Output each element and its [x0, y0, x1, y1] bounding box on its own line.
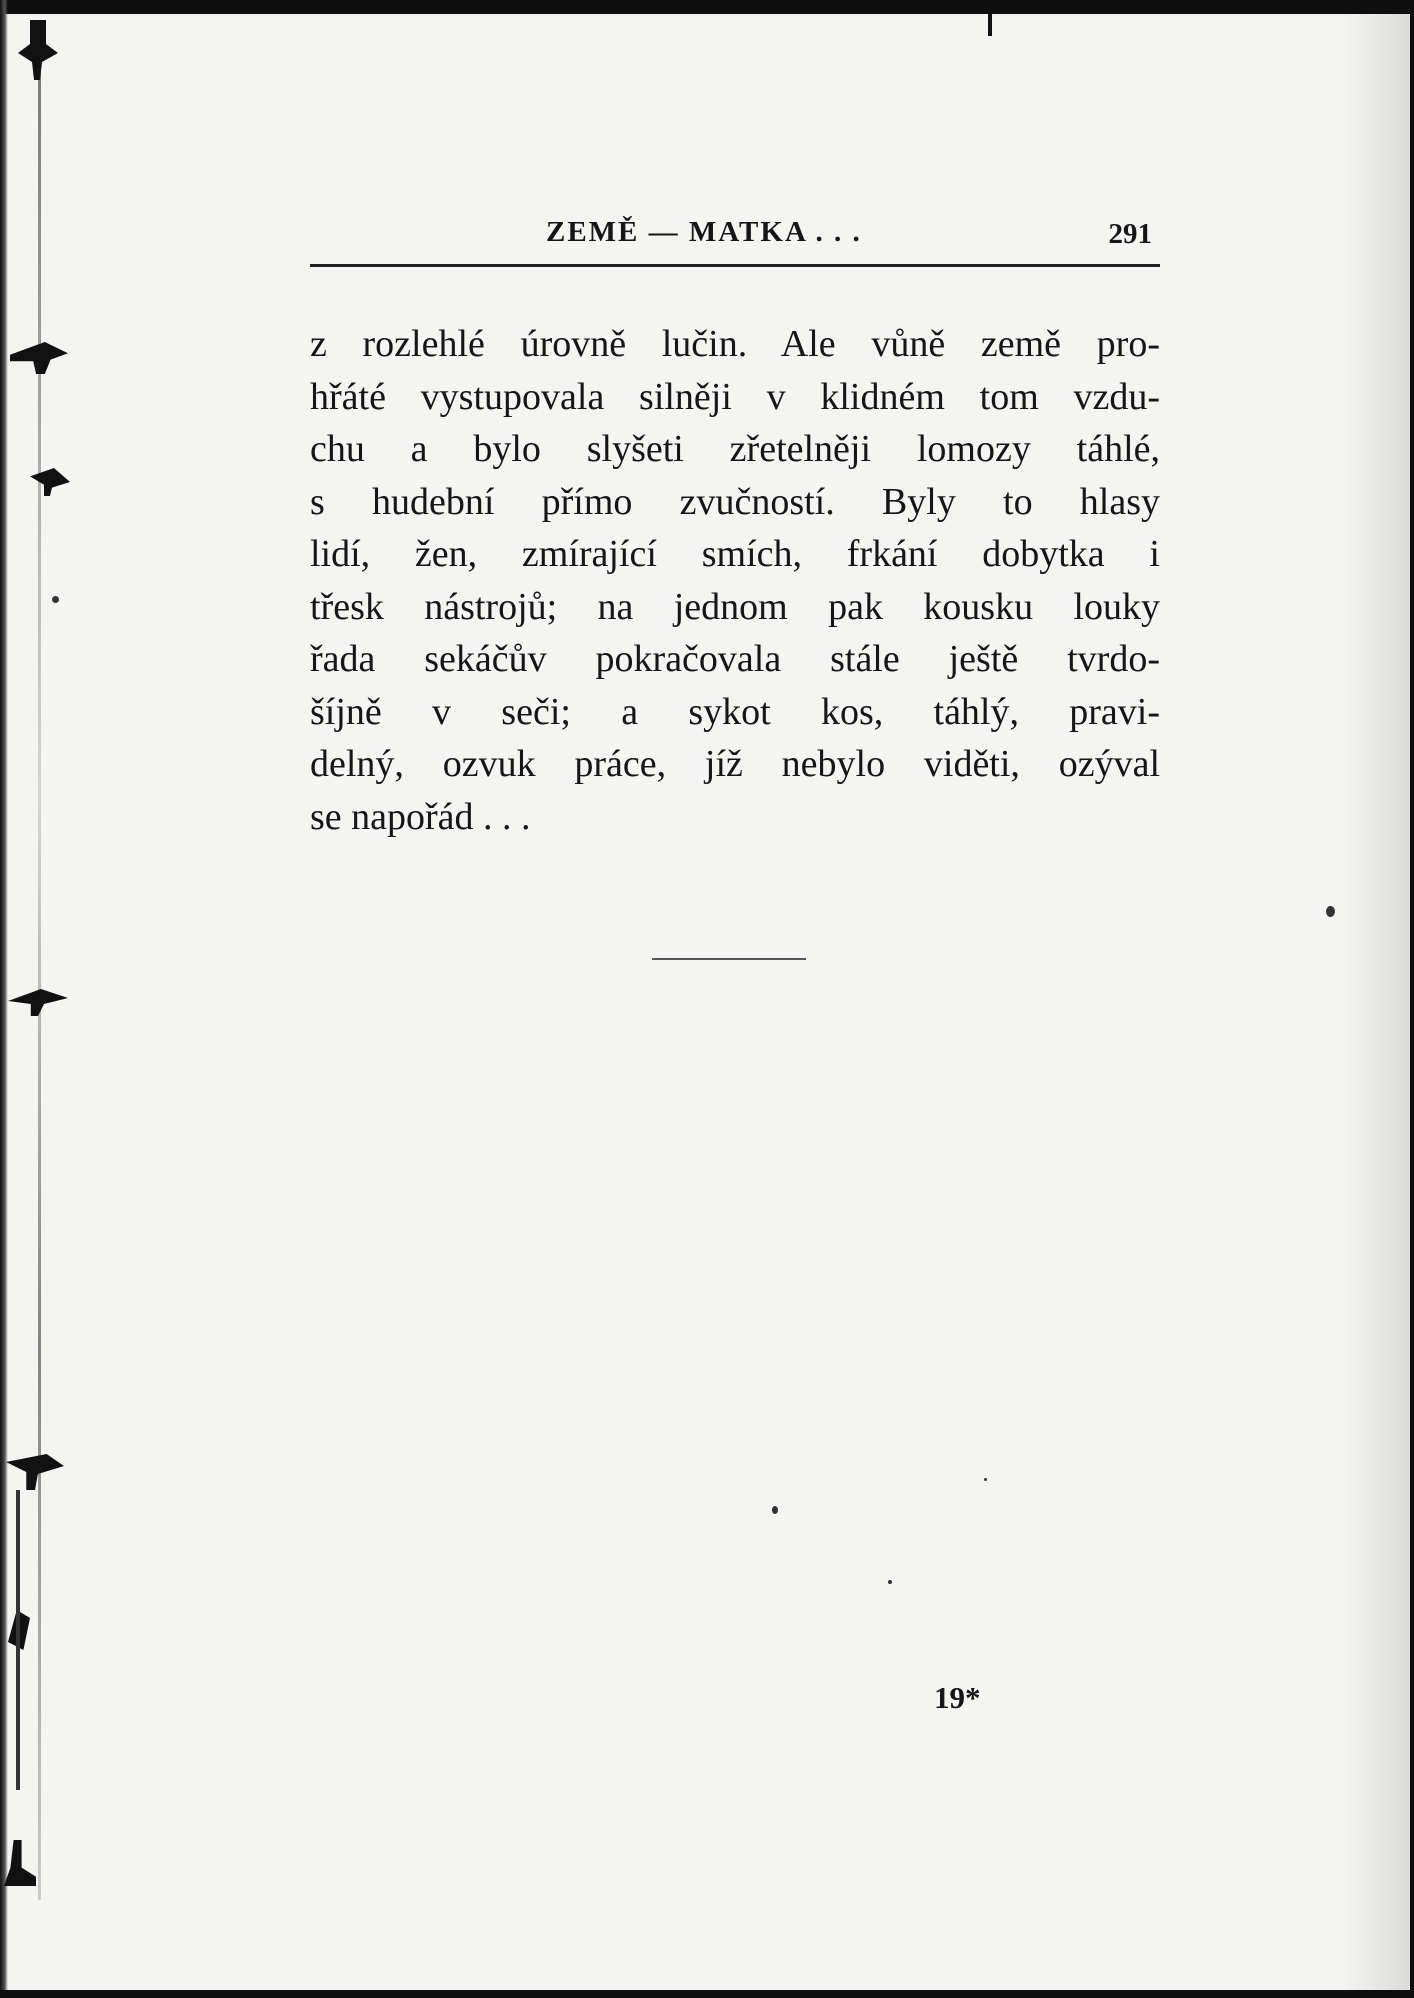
- body-text: [310, 318, 1160, 843]
- running-head: [310, 212, 1160, 252]
- text-line: z rozlehlé úrovně lučin. Ale vůně země pro-: [310, 323, 1160, 365]
- text-line: šíjně v seči; a sykot kos, táhlý, pravi-: [310, 690, 1160, 733]
- binding-gutter: [38, 60, 41, 1900]
- running-head-title: ZEMĚ — MATKA . . .: [546, 216, 862, 248]
- scan-border-left: [0, 0, 8, 1998]
- dust-speck: [984, 1478, 987, 1481]
- text-line: delný, ozvuk práce, jíž nebylo viděti, ozýval: [310, 743, 1160, 785]
- header-rule: [310, 264, 1160, 267]
- top-edge-mark: [988, 14, 992, 36]
- text-line: chu a bylo slyšeti zřetelněji lomozy táhlé,: [310, 428, 1160, 470]
- text-line: s hudební přímo zvučností. Byly to hlasy: [310, 480, 1160, 523]
- binding-mark: [10, 342, 68, 374]
- binding-mark: [18, 20, 58, 80]
- binding-mark: [16, 1490, 20, 1790]
- dust-speck: [772, 1506, 778, 1514]
- printer-signature: 19*: [934, 1680, 981, 1715]
- page-number: 291: [1108, 218, 1152, 250]
- text-line: třesk nástrojů; na jednom pak kousku louky: [310, 585, 1160, 628]
- text-line: hřáté vystupovala silněji v klidném tom vzdu-: [310, 375, 1160, 418]
- binding-mark: [4, 1840, 36, 1886]
- dust-speck: [52, 596, 59, 603]
- binding-mark: [30, 468, 70, 496]
- scan-border-right: [1410, 0, 1414, 1998]
- dust-speck: [888, 1580, 892, 1584]
- scan-border-bottom: [0, 1990, 1414, 1998]
- page-edge-shadow: [1340, 14, 1410, 1990]
- scan-border-top: [0, 0, 1414, 14]
- binding-mark: [6, 1450, 64, 1490]
- text-line: řada sekáčův pokračovala stále ještě tvrdo-: [310, 638, 1160, 680]
- text-line: se napořád . . .: [310, 795, 531, 838]
- chapter-end-rule: [652, 958, 806, 960]
- dust-speck: [1326, 906, 1335, 917]
- text-line: lidí, žen, zmírající smích, frkání dobytka i: [310, 533, 1160, 575]
- binding-mark: [8, 986, 68, 1016]
